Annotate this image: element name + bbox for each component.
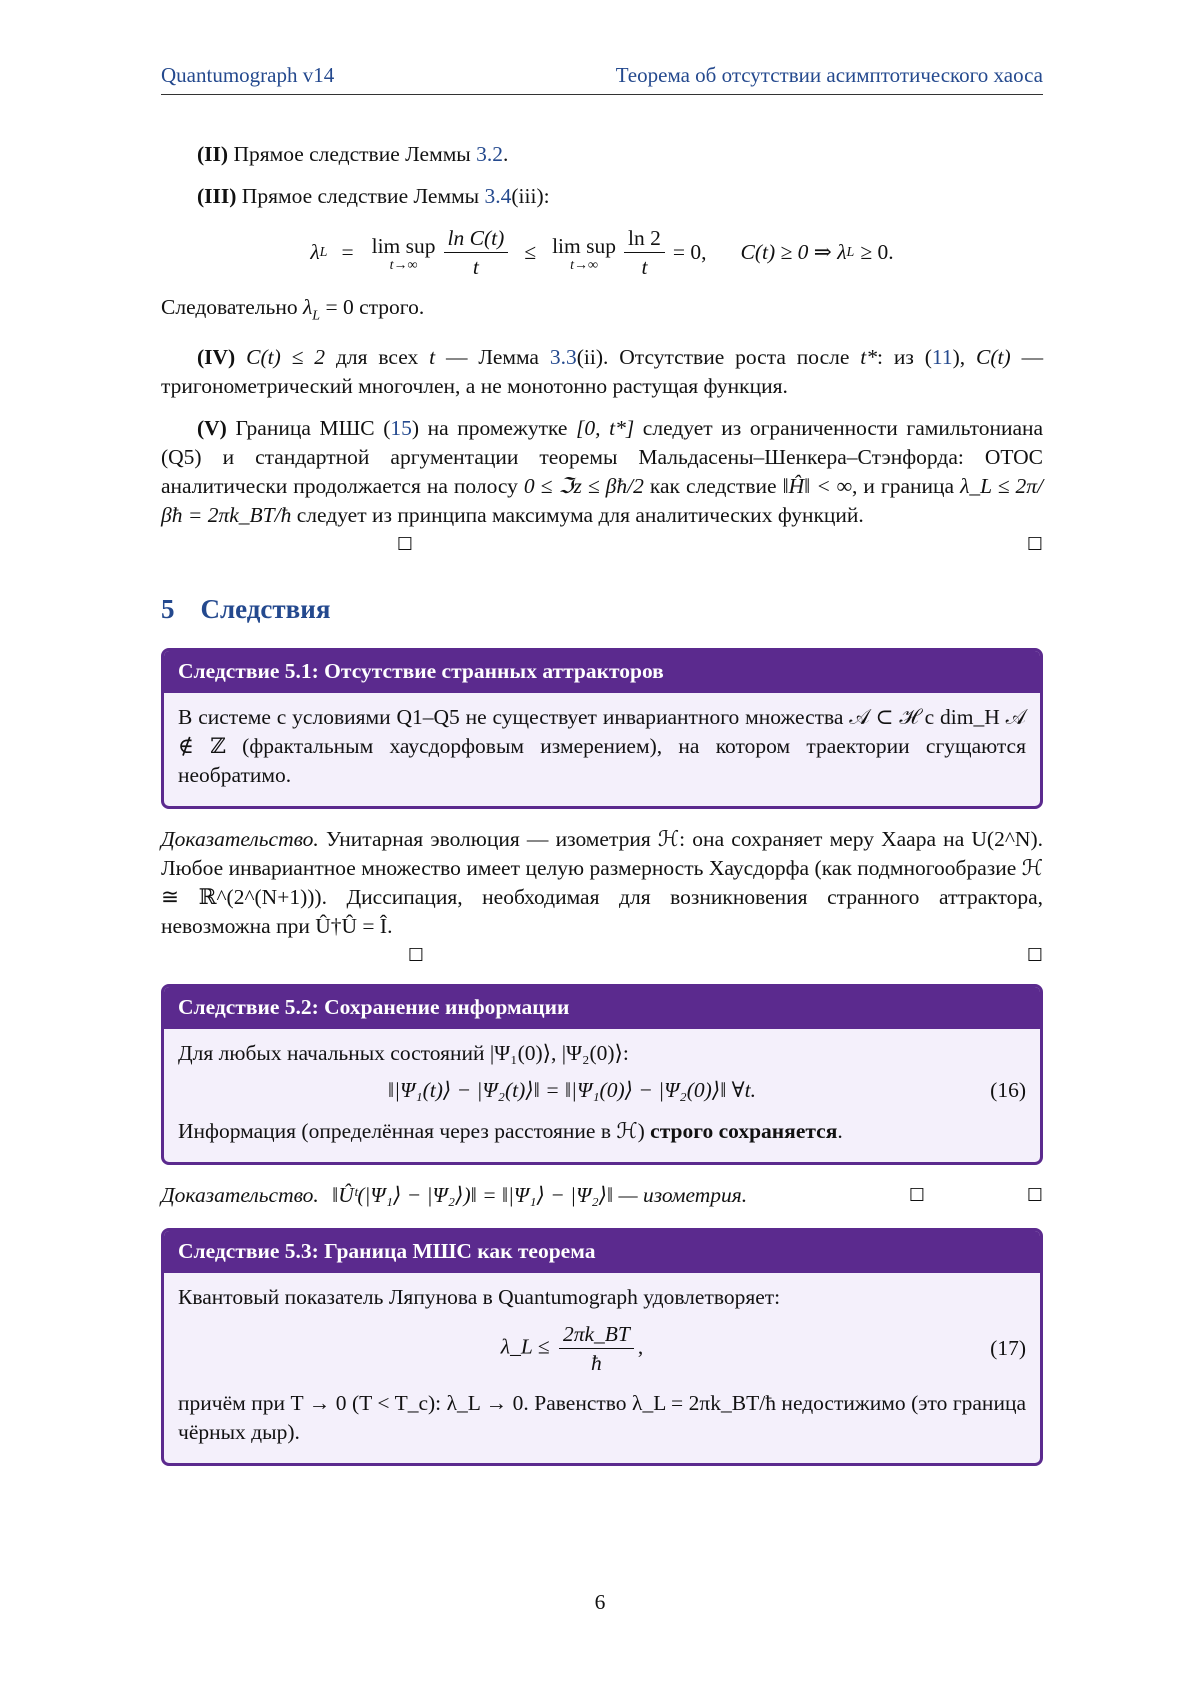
proof-5-2 [161, 1181, 1043, 1210]
item-v-math-2: 0 ≤ ℑz ≤ βħ/2 [523, 474, 644, 499]
header-left: Quantumograph v14 [161, 63, 335, 87]
corollary-box-5-1 [161, 648, 1043, 809]
corollary-body [164, 1273, 1040, 1463]
corollary-body [164, 693, 1040, 806]
corollary-outro: причём при T → 0 (T < T_c): λ_L → 0. Равенство λ_L = 2πk_BT/ħ недостижимо (это граница чёрных дыр). [178, 1391, 1026, 1445]
proof-text: ‖Ûᵗ(|Ψ₁⟩ − |Ψ₂⟩)‖ = ‖|Ψ₁⟩ − |Ψ₂⟩‖ — изометрия. [332, 1183, 748, 1208]
page-number: 6 [594, 1590, 606, 1614]
qed-row-v [161, 530, 1043, 559]
limsup-2 [552, 233, 616, 273]
corollary-box-5-3 [161, 1228, 1043, 1466]
outro-bold: строго сохраняется [650, 1119, 838, 1144]
item-v-text-4: как следствие [649, 474, 777, 499]
outro-text: Информация (определённая через расстояние в ℋ) [178, 1119, 645, 1144]
eq-le: ≤ [524, 240, 537, 264]
item-iv-text-1: для всех [335, 345, 419, 370]
conclusion-lambda-sub: L [312, 308, 321, 324]
eq17-frac [559, 1320, 634, 1377]
frac-1-den: t [472, 255, 479, 279]
equation-17 [178, 1320, 1026, 1377]
lyapunov-limsup-equation [161, 224, 1043, 281]
item-v-math-4: λ_L ≤ 2π/βħ = 2πk_BT/ħ [161, 474, 1044, 528]
item-iii [161, 182, 1043, 211]
proof-label: Доказательство. [161, 827, 319, 852]
eq17-den: ħ [591, 1351, 602, 1376]
eq17-num: 2πk_BT [559, 1320, 634, 1349]
item-iv-text-5: ), [952, 345, 966, 370]
running-header [161, 62, 1043, 95]
qed-symbol: ☐ [1026, 534, 1043, 556]
item-v-text-5: , и граница [852, 474, 955, 499]
item-iii-tail: (iii): [511, 184, 550, 208]
item-iv-label: (IV) [197, 345, 236, 370]
conclusion-eq: = 0 [325, 295, 354, 319]
item-v-label: (V) [197, 416, 227, 441]
item-v-text-6: следует из принципа максимума для аналитических функций. [296, 503, 864, 528]
qed-row-proof-5-1 [161, 941, 1043, 970]
equation-17-tag: (17) [990, 1336, 1026, 1361]
conclusion-lambda: λ [302, 295, 313, 319]
item-v-math-1: [0, t*] [576, 416, 635, 441]
proof-5-1 [161, 825, 1043, 941]
conclusion-text: Следовательно [161, 295, 298, 319]
item-v-text-3: следует из ограниченности гамильтониана (Q5) и стандартной аргументации теоремы Мальдасены–Шенкера–Стэнфорда: OTOC аналитически продолжается на полосу [161, 416, 1044, 499]
lemma-ref-3-2[interactable]: 3.2 [476, 142, 504, 166]
item-iv-text-4: : из ( [877, 345, 932, 370]
section-number: 5 [161, 594, 175, 625]
corollary-box-5-2 [161, 984, 1043, 1165]
item-v-text-2: ) на промежутке [411, 416, 568, 441]
lemma-ref-3-4[interactable]: 3.4 [484, 184, 512, 208]
item-iv-text-6: — тригонометрический многочлен, а не монотонно растущая функция. [161, 345, 1044, 399]
item-v [161, 414, 1043, 530]
equation-16 [178, 1076, 1026, 1105]
frac-2-den: t [641, 255, 648, 279]
corollary-title: Следствие 5.3: Граница МШС как теорема [164, 1231, 1040, 1273]
eq17-lhs: λ_L ≤ [500, 1334, 550, 1359]
eq17-tail: , [637, 1334, 644, 1359]
limsup-1-op: lim sup [371, 233, 436, 258]
frac-1-num: ln C(t) [444, 224, 509, 253]
item-iii-text: Прямое следствие Леммы [241, 184, 480, 208]
corollary-body [164, 1029, 1040, 1162]
qed-symbol: ☐ [1026, 945, 1043, 967]
proof-label: Доказательство. [161, 1183, 319, 1208]
eq-lambda: λ [310, 240, 320, 264]
conclusion-strict: строго. [359, 295, 425, 319]
equation-17-body [178, 1320, 966, 1377]
eq-condition: C(t) ≥ 0 ⇒ λ [740, 240, 847, 264]
item-iv-text-2: — Лемма [446, 345, 539, 370]
eq-equals: = [341, 240, 354, 264]
section-heading [161, 595, 1043, 624]
header-right: Теорема об отсутствии асимптотического хаоса [615, 63, 1043, 87]
qed-symbol: ☐ [407, 945, 424, 967]
limsup-2-sub: t→∞ [570, 257, 598, 273]
conclusion-line [161, 293, 1043, 330]
item-ii-text: Прямое следствие Леммы [233, 142, 471, 166]
item-v-math-3: ‖Ĥ‖ < ∞ [782, 474, 853, 499]
corollary-outro [178, 1117, 1026, 1146]
eq-lambda-sub: L [319, 245, 328, 260]
section-title: Следствия [200, 594, 331, 625]
item-ii-label: (II) [197, 142, 229, 166]
item-iv-math-1: C(t) ≤ 2 [246, 345, 326, 370]
equation-16-body: ‖|Ψ₁(t)⟩ − |Ψ₂(t)⟩‖ = ‖|Ψ₁(0)⟩ − |Ψ₂(0)⟩‖ ∀t. [388, 1078, 756, 1103]
corollary-intro: Квантовый показатель Ляпунова в Quantumograph удовлетворяет: [178, 1285, 781, 1310]
qed-symbol: ☐ [396, 534, 413, 556]
item-iv-math-2: t [429, 345, 436, 370]
corollary-title: Следствие 5.1: Отсутствие странных аттракторов [164, 651, 1040, 693]
outro-end: . [837, 1119, 843, 1144]
frac-2-num: ln 2 [624, 224, 665, 253]
item-ii: (II) Прямое следствие Леммы 3.2. [197, 142, 509, 166]
item-iv [161, 343, 1043, 401]
eq-ref-15[interactable]: 15 [390, 416, 412, 441]
item-iv-math-4: C(t) [976, 345, 1011, 370]
equation-16-tag: (16) [990, 1078, 1026, 1103]
item-iii-label: (III) [197, 184, 237, 208]
frac-1 [444, 224, 509, 281]
item-v-text-1: Граница МШС ( [235, 416, 391, 441]
frac-2 [624, 224, 665, 281]
qed-symbol: ☐ [1026, 1185, 1043, 1207]
limsup-2-op: lim sup [552, 233, 616, 258]
corollary-title: Следствие 5.2: Сохранение информации [164, 987, 1040, 1029]
corollary-text: В системе с условиями Q1–Q5 не существует инвариантного множества 𝒜 ⊂ ℋ с dim_H 𝒜 ∉ ℤ (фрактальным хаусдорфовым измерением), на котором траектории сгущаются необратимо. [178, 705, 1026, 788]
limsup-1-sub: t→∞ [389, 257, 418, 273]
qed-symbol: ☐ [908, 1185, 926, 1207]
limsup-1 [372, 233, 436, 273]
corollary-intro: Для любых начальных состояний |Ψ₁(0)⟩, |Ψ₂(0)⟩: [178, 1041, 629, 1066]
item-iv-text-3: (ii). Отсутствие роста после [576, 345, 850, 370]
eq-condition-sub: L [846, 245, 855, 260]
item-iv-math-3: t* [860, 345, 878, 370]
main-content [161, 140, 1043, 1482]
eq-ref-11[interactable]: 11 [931, 345, 953, 370]
proof-text: Унитарная эволюция — изометрия ℋ: она сохраняет меру Хаара на U(2^N). Любое инвариантное множество имеет целую размерность Хаусдорфа (как подмногообразие ℋ ≅ ℝ^(2^(N+1))). Диссипация, необходимая для возникновения странного аттрактора, невозможна при Û†Û = Î. [161, 827, 1043, 939]
eq-zero: = 0, [672, 240, 707, 264]
lemma-ref-3-3[interactable]: 3.3 [549, 345, 577, 370]
eq-condition-tail: ≥ 0. [860, 240, 894, 264]
